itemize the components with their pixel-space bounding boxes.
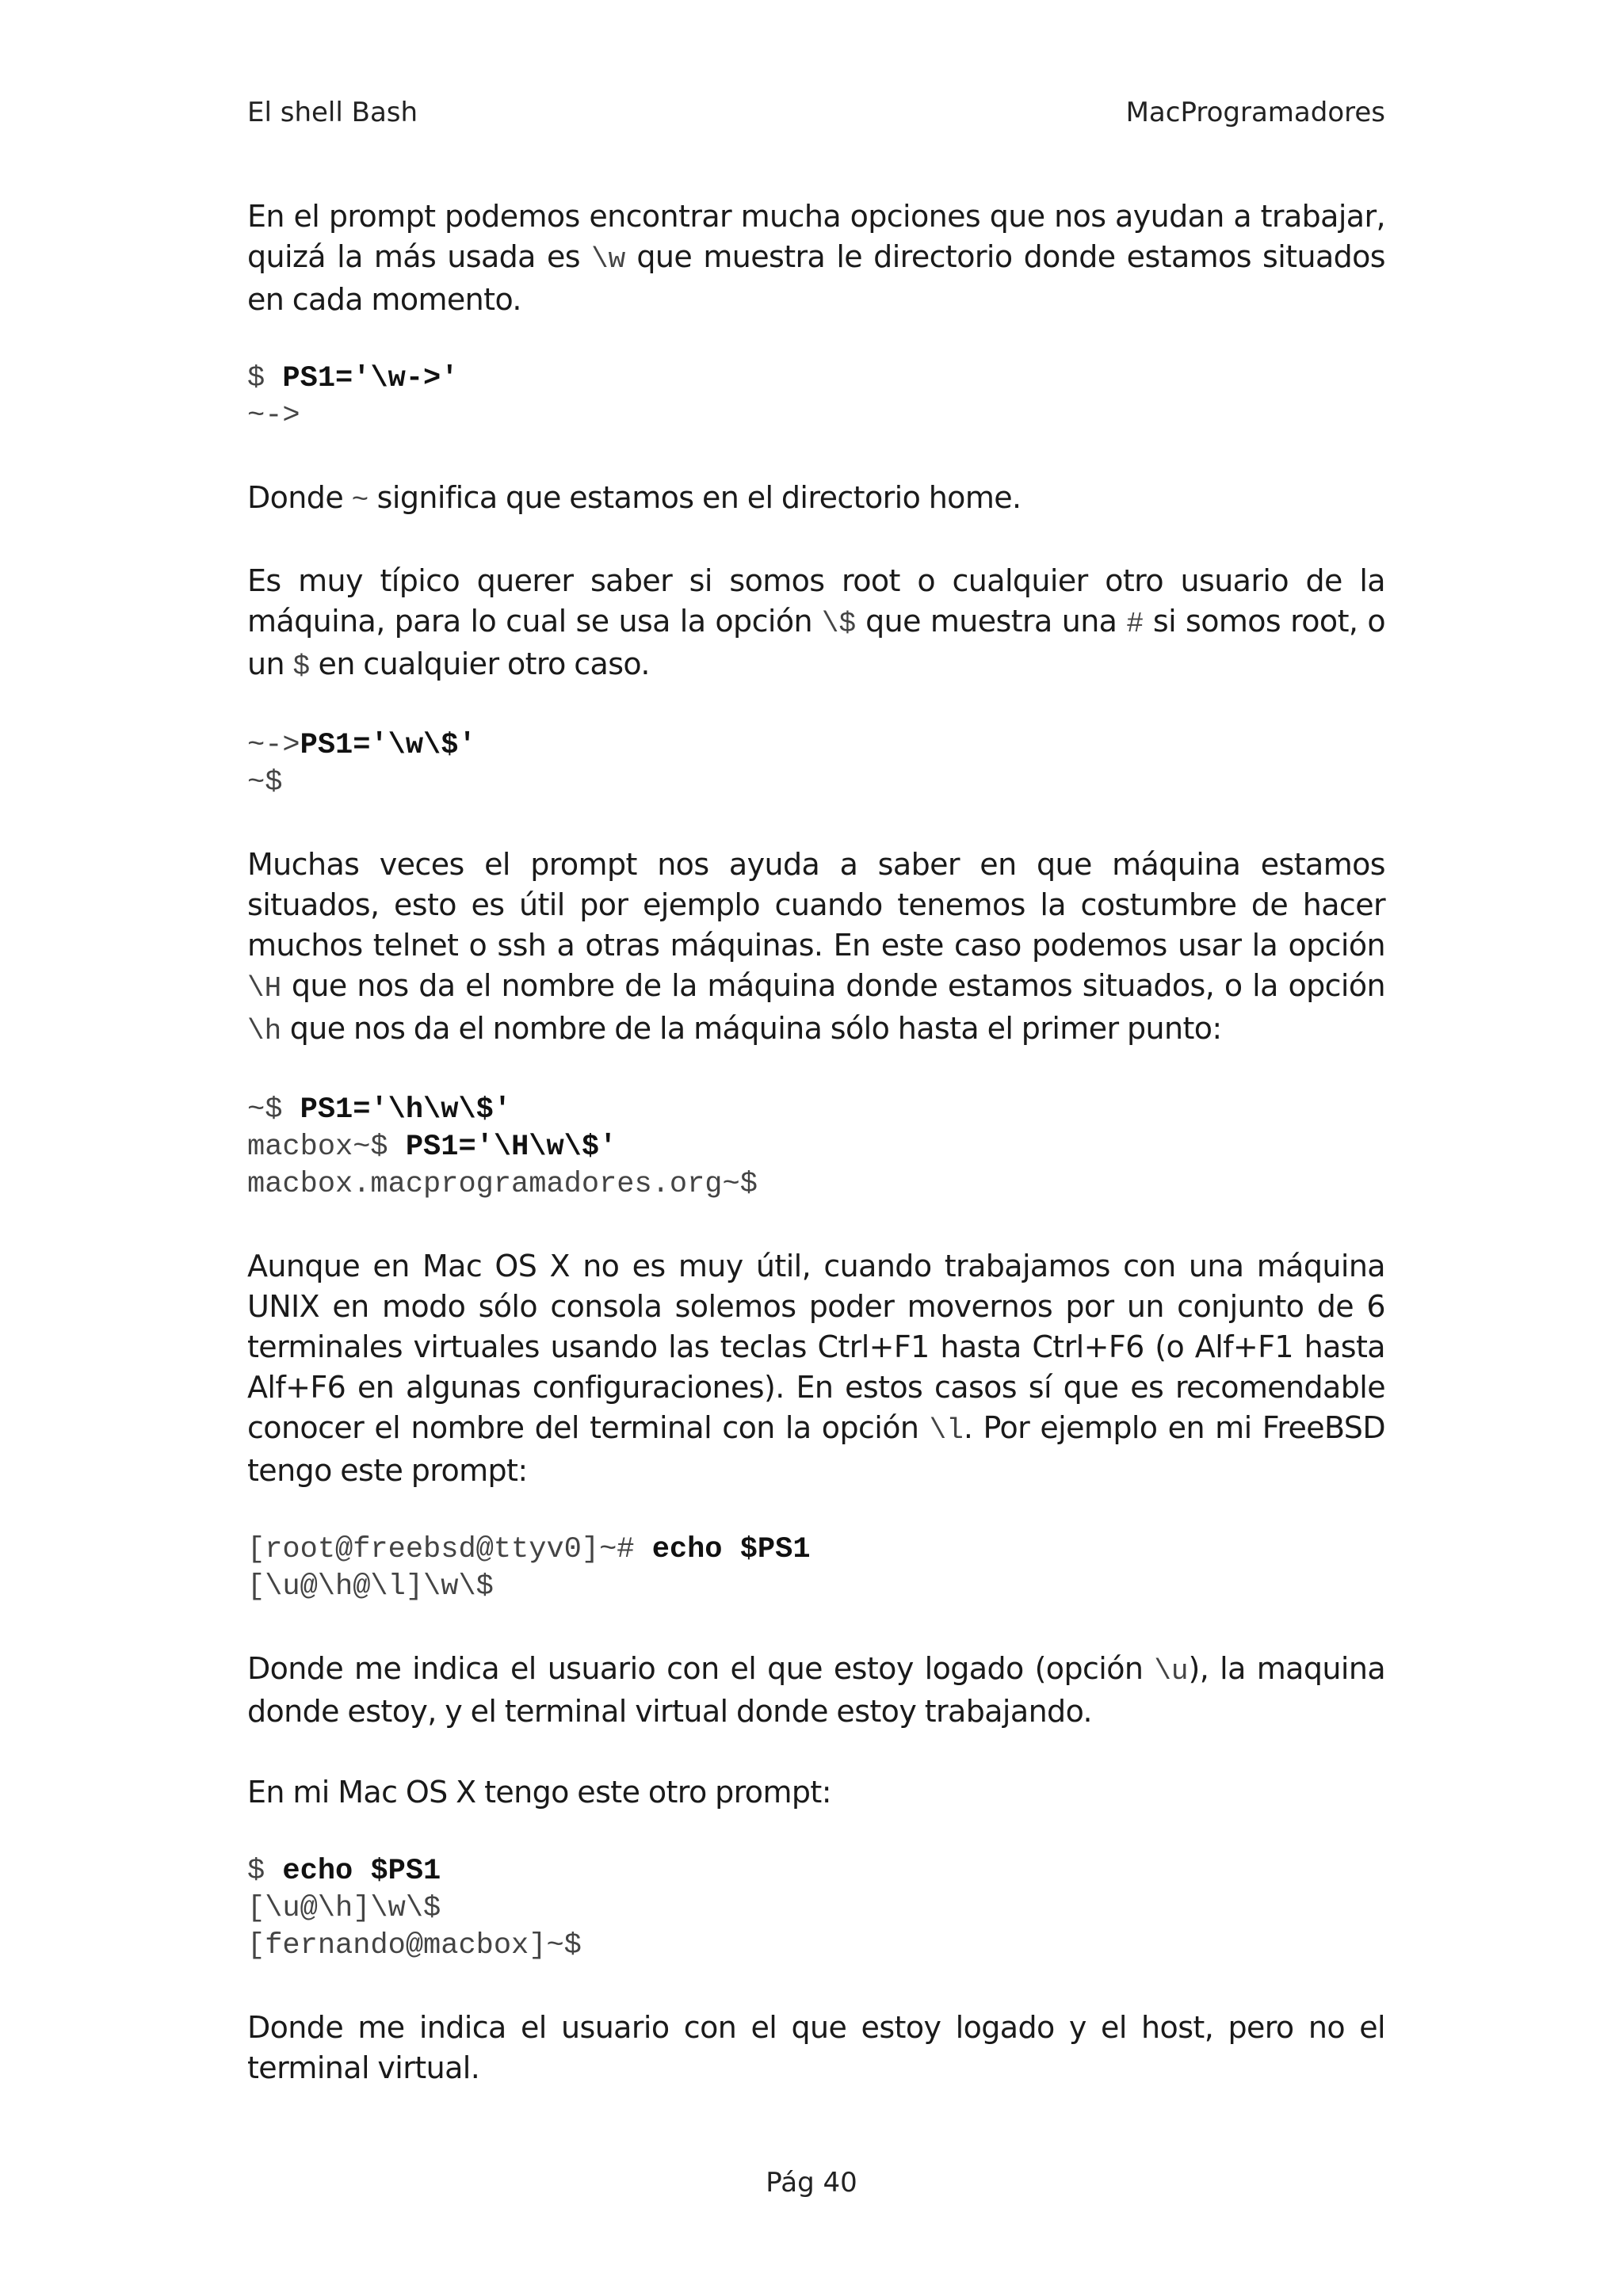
code-block-macos-prompt <box>247 1853 1385 1965</box>
text-run: en cualquier otro caso. <box>310 646 650 681</box>
code-block-ps1-w <box>247 360 1385 435</box>
paragraph-home-tilde <box>247 478 1385 521</box>
inline-code: \h <box>247 1015 282 1047</box>
header-document-title: El shell Bash <box>247 97 418 128</box>
code-prompt: $ <box>247 1855 283 1888</box>
text-run: significa que estamos en el directorio home. <box>369 480 1022 515</box>
inline-code: # <box>1126 608 1144 640</box>
inline-code: \w <box>591 243 626 276</box>
inline-code: ~ <box>351 484 369 517</box>
paragraph-prompt-intro <box>247 196 1385 320</box>
header-site-name: MacProgramadores <box>1125 97 1385 128</box>
code-line <box>247 1129 1385 1166</box>
paragraph-freebsd-explanation <box>247 1649 1385 1732</box>
page-number: Pág 40 <box>766 2167 857 2199</box>
inline-code: \u <box>1154 1655 1189 1688</box>
text-run: Donde me indica el usuario con el que estoy logado (opción <box>247 1651 1155 1686</box>
text-run: que muestra le directorio donde estamos situados en cada momento. <box>247 239 1386 317</box>
code-line <box>247 727 1385 765</box>
code-output: ~-> <box>247 399 300 433</box>
code-command: PS1='\w->' <box>282 362 459 395</box>
code-command: echo $PS1 <box>282 1855 441 1888</box>
code-line <box>247 1092 1385 1129</box>
inline-code: \$ <box>821 608 857 640</box>
paragraph-root-option <box>247 561 1385 687</box>
paragraph-macos-intro <box>247 1772 1385 1813</box>
code-output: [fernando@macbox]~$ <box>247 1929 582 1962</box>
code-output: [\u@\h]\w\$ <box>247 1892 441 1925</box>
text-run: Donde me indica el usuario con el que estoy logado y el host, pero no el terminal virtual. <box>247 2010 1385 2085</box>
code-prompt: [root@freebsd@ttyv0]~# <box>247 1533 652 1566</box>
code-prompt: macbox~$ <box>247 1131 406 1164</box>
code-block-freebsd-prompt <box>247 1531 1385 1606</box>
code-line <box>247 360 1385 398</box>
text-run: ), la maquina donde estoy, y el terminal virtual donde estoy trabajando. <box>247 1651 1386 1729</box>
code-line <box>247 1853 1385 1890</box>
inline-code: \H <box>247 972 282 1005</box>
page-content <box>247 196 1385 2129</box>
code-command: PS1='\H\w\$' <box>405 1131 617 1164</box>
code-prompt: $ <box>247 362 283 395</box>
text-run: Donde <box>247 480 352 515</box>
code-prompt: ~$ <box>247 1093 300 1127</box>
text-run: Aunque en Mac OS X no es muy útil, cuando trabajamos con una máquina UNIX en modo sólo consola solemos poder movernos por un conjunto de 6 terminales virtuales usando las teclas Ctrl+F1 hasta Ctrl+F6 (o Alf+F1 hasta Alf+F6 en algunas configuraciones). En estos casos sí que es recomendable conocer el nombre del terminal con la opción <box>247 1249 1385 1445</box>
paragraph-macos-explanation <box>247 2008 1385 2088</box>
text-run: si somos root, o un <box>247 604 1385 681</box>
text-run: . Por ejemplo en mi FreeBSD tengo este prompt: <box>247 1410 1385 1488</box>
text-run: Muchas veces el prompt nos ayuda a saber en que máquina estamos situados, esto es útil por ejemplo cuando tenemos la costumbre de hacer muchos telnet o ssh a otras máquinas. En este caso podemos usar la opción <box>247 847 1385 963</box>
page-header <box>247 97 1385 136</box>
text-run: Es muy típico querer saber si somos root o cualquier otro usuario de la máquina, para lo cual se usa la opción <box>247 563 1385 639</box>
code-command: PS1='\h\w\$' <box>300 1093 512 1127</box>
paragraph-hostname-option <box>247 845 1385 1051</box>
code-command: echo $PS1 <box>651 1533 811 1566</box>
code-output: [\u@\h@\l]\w\$ <box>247 1570 494 1604</box>
code-block-ps1-host <box>247 1092 1385 1203</box>
text-run: que muestra una <box>856 604 1127 639</box>
code-block-ps1-dollar <box>247 727 1385 802</box>
code-output: macbox.macprogramadores.org~$ <box>247 1168 758 1201</box>
text-run: que nos da el nombre de la máquina sólo hasta el primer punto: <box>281 1011 1222 1046</box>
paragraph-terminal-option <box>247 1246 1385 1491</box>
inline-code: $ <box>292 650 311 683</box>
text-run: En mi Mac OS X tengo este otro prompt: <box>247 1775 831 1810</box>
code-line <box>247 1531 1385 1569</box>
code-output: ~$ <box>247 766 283 799</box>
text-run: En el prompt podemos encontrar mucha opciones que nos ayudan a trabajar, quizá la más usada es <box>247 199 1385 274</box>
inline-code: \l <box>929 1414 964 1447</box>
text-run: que nos da el nombre de la máquina donde estamos situados, o la opción <box>281 968 1385 1003</box>
code-command: PS1='\w\$' <box>300 729 476 762</box>
code-prompt: ~-> <box>247 729 300 762</box>
